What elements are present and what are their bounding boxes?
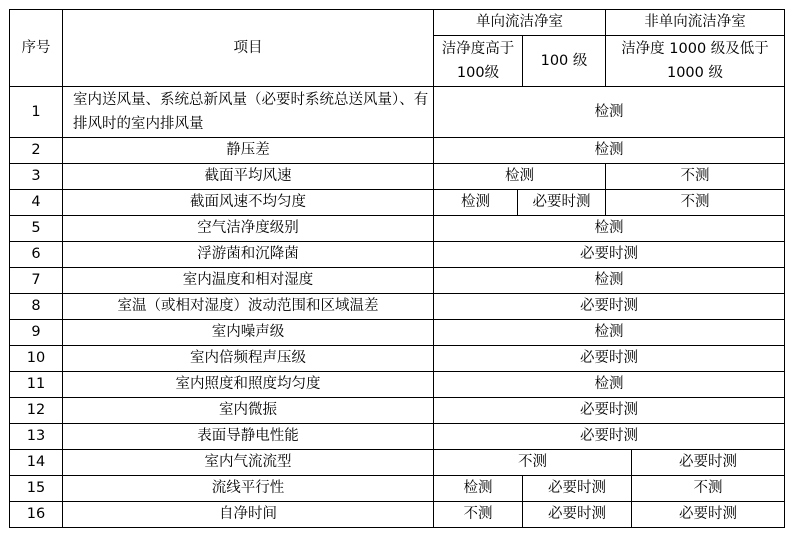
header-seq: 序号 (10, 10, 63, 87)
row-value: 必要时测 (434, 424, 785, 450)
row-value-class-100: 必要时测 (523, 476, 632, 502)
header-non-unidirectional: 非单向流洁净室 (606, 10, 785, 36)
row-item: 浮游菌和沉降菌 (63, 242, 434, 268)
row-item: 室内气流流型 (63, 450, 434, 476)
table-row (10, 87, 785, 138)
row-number: 13 (10, 424, 63, 450)
row-value: 必要时测 (434, 398, 785, 424)
row-number: 2 (10, 138, 63, 164)
row-number: 15 (10, 476, 63, 502)
row-value-higher-than-100: 不测 (434, 502, 523, 528)
header-row-1 (10, 10, 785, 36)
table-row (10, 242, 785, 268)
row-value: 检测 (434, 216, 785, 242)
row-number: 3 (10, 164, 63, 190)
row-number: 8 (10, 294, 63, 320)
row-item: 室内送风量、系统总新风量（必要时系统总送风量）、有排风时的室内排风量 (63, 87, 434, 138)
row-value: 必要时测 (434, 294, 785, 320)
row-number: 12 (10, 398, 63, 424)
row-item: 截面平均风速 (63, 164, 434, 190)
row-item: 室内倍频程声压级 (63, 346, 434, 372)
row-item: 室内微振 (63, 398, 434, 424)
row-value: 检测 (434, 372, 785, 398)
row-item: 静压差 (63, 138, 434, 164)
table-row (10, 190, 785, 216)
table-container (9, 9, 785, 528)
row-value-higher-than-100: 检测 (434, 476, 523, 502)
row-value-non-unidirectional: 不测 (606, 164, 785, 190)
row-value-class-100: 必要时测 (518, 190, 606, 216)
table-row (10, 372, 785, 398)
row-number: 1 (10, 87, 63, 138)
header-unidirectional: 单向流洁净室 (434, 10, 606, 36)
table-row (10, 450, 785, 476)
table-row (10, 216, 785, 242)
row-value: 必要时测 (434, 346, 785, 372)
row-number: 16 (10, 502, 63, 528)
row-value: 检测 (434, 320, 785, 346)
row-value-non-unidirectional: 不测 (632, 476, 785, 502)
row-number: 5 (10, 216, 63, 242)
row-value: 检测 (434, 87, 785, 138)
row-value-unidirectional: 检测 (434, 164, 606, 190)
table-row (10, 424, 785, 450)
row-value-class-100: 必要时测 (523, 502, 632, 528)
row-item: 流线平行性 (63, 476, 434, 502)
header-item: 项目 (63, 10, 434, 87)
row-number: 7 (10, 268, 63, 294)
row-value: 必要时测 (434, 242, 785, 268)
row-value-higher-than-100: 检测 (434, 190, 518, 216)
row-number: 14 (10, 450, 63, 476)
row-item: 表面导静电性能 (63, 424, 434, 450)
row-item: 室内照度和照度均匀度 (63, 372, 434, 398)
row-value-unidirectional: 不测 (434, 450, 632, 476)
row-number: 6 (10, 242, 63, 268)
row-item: 室内噪声级 (63, 320, 434, 346)
row-number: 9 (10, 320, 63, 346)
row-item: 截面风速不均匀度 (63, 190, 434, 216)
row-item: 空气洁净度级别 (63, 216, 434, 242)
test-items-table (9, 9, 785, 528)
table-row (10, 346, 785, 372)
header-uni-higher-than-100: 洁净度高于100级 (434, 36, 523, 87)
table-row (10, 320, 785, 346)
row-number: 11 (10, 372, 63, 398)
table-row (10, 268, 785, 294)
row-value: 检测 (434, 138, 785, 164)
row-value-non-unidirectional: 必要时测 (632, 450, 785, 476)
row-value-non-unidirectional: 不测 (606, 190, 785, 216)
row-value-non-unidirectional: 必要时测 (632, 502, 785, 528)
header-uni-class-100: 100 级 (523, 36, 606, 87)
row-number: 4 (10, 190, 63, 216)
table-row (10, 164, 785, 190)
row-item: 室内温度和相对湿度 (63, 268, 434, 294)
row-number: 10 (10, 346, 63, 372)
table-row (10, 398, 785, 424)
row-item: 室温（或相对湿度）波动范围和区域温差 (63, 294, 434, 320)
row-value: 检测 (434, 268, 785, 294)
table-row (10, 502, 785, 528)
table-row (10, 138, 785, 164)
row-item: 自净时间 (63, 502, 434, 528)
table-row (10, 294, 785, 320)
header-nonuni-class-1000: 洁净度 1000 级及低于 1000 级 (606, 36, 785, 87)
table-row (10, 476, 785, 502)
